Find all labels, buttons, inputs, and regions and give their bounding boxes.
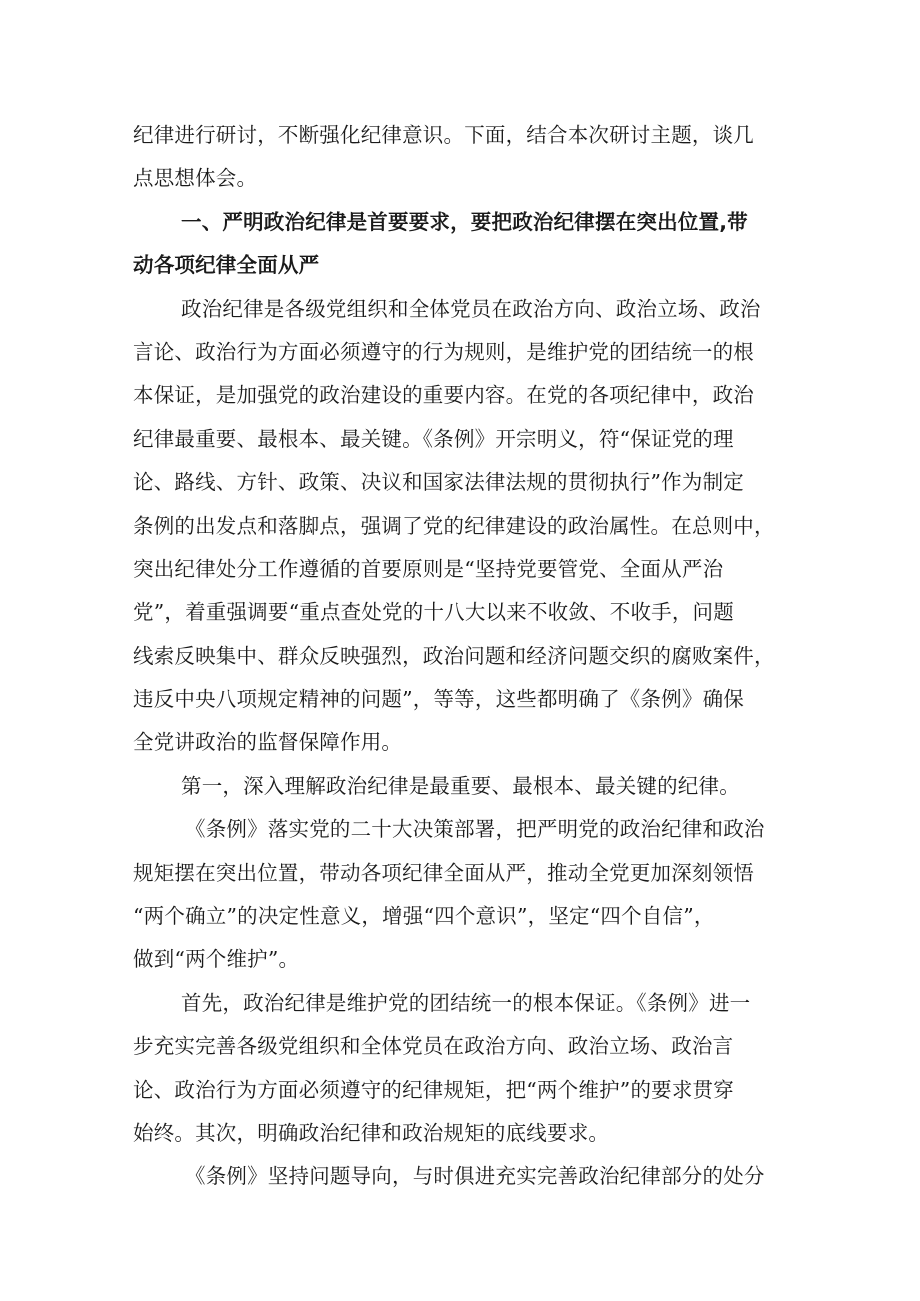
paragraph-problem-oriented <box>133 1155 793 1198</box>
text-line: 全党讲政治的监督保障作用。 <box>133 730 403 755</box>
paragraph-first-second <box>133 982 793 1156</box>
heading-line: 一、严明政治纪律是首要要求，要把政治纪律摆在突出位置,带 <box>181 209 748 234</box>
text-line: 纪律进行研讨，不断强化纪律意识。下面，结合本次研讨主题，谈几 <box>133 123 754 147</box>
text-line: 始终。其次，明确政治纪律和政治规矩的底线要求。 <box>133 1120 610 1145</box>
text-line: “两个确立”的决定性意义，增强“四个意识”，坚定“四个自信”， <box>133 904 715 929</box>
text-line: 第一，深入理解政治纪律是最重要、最根本、最关键的纪律。 <box>181 773 740 798</box>
paragraph-regulations <box>133 808 793 982</box>
text-line: 违反中央八项规定精神的问题”，等等，这些都明确了《条例》确保 <box>133 687 744 712</box>
text-line: 首先，政治纪律是维护党的团结统一的根本保证。《条例》进一 <box>181 990 751 1015</box>
paragraph-political-discipline <box>133 288 793 765</box>
text-line: 党”，着重强调要“重点查处党的十八大以来不收敛、不收手，问题 <box>133 600 734 625</box>
text-line: 规矩摆在突出位置，带动各项纪律全面从严，推动全党更加深刻领悟 <box>133 860 754 885</box>
text-line: 突出纪律处分工作遵循的首要原则是“坚持党要管党、全面从严治 <box>133 556 724 581</box>
text-line: 《条例》落实党的二十大决策部署，把严明党的政治纪律和政治 <box>185 817 765 842</box>
heading-line: 动各项纪律全面从严 <box>133 253 320 278</box>
text-line: 政治纪律是各级党组织和全体党员在政治方向、政治立场、政治 <box>181 296 761 321</box>
text-line: 步充实完善各级党组织和全体党员在政治方向、政治立场、政治言 <box>133 1034 734 1059</box>
text-line: 《条例》坚持问题导向，与时俱进充实完善政治纪律部分的处分 <box>185 1164 765 1189</box>
text-line: 点思想体会。 <box>133 166 258 191</box>
text-line: 本保证，是加强党的政治建设的重要内容。在党的各项纪律中，政治 <box>133 383 754 408</box>
text-line: 条例的出发点和落脚点，强调了党的纪律建设的政治属性。在总则中， <box>133 513 775 538</box>
section-heading-1 <box>133 201 793 288</box>
text-line: 言论、政治行为方面必须遵守的行为规则，是维护党的团结统一的根 <box>133 339 754 364</box>
text-line: 做到“两个维护”。 <box>133 947 300 972</box>
text-line: 论、路线、方针、政策、决议和国家法律法规的贯彻执行”作为制定 <box>133 470 744 495</box>
document-body <box>133 114 793 1199</box>
text-line: 线索反映集中、群众反映强烈，政治问题和经济问题交织的腐败案件， <box>133 643 775 668</box>
paragraph-first-point <box>133 765 793 808</box>
text-line: 论、政治行为方面必须遵守的纪律规矩，把“两个维护”的要求贯穿 <box>133 1077 734 1102</box>
paragraph-intro <box>133 114 793 201</box>
text-line: 纪律最重要、最根本、最关键。《条例》开宗明义，符“保证党的理 <box>133 426 734 451</box>
